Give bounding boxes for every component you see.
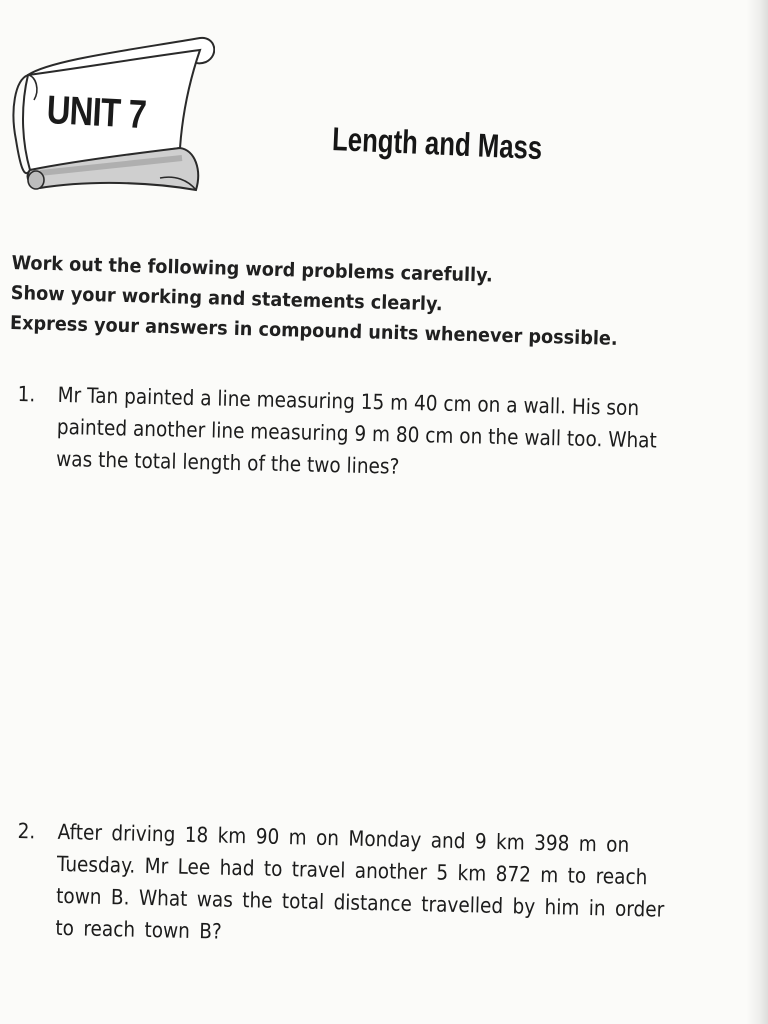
question-line: Mr Tan painted a line measuring 15 m 40 cm on a wall. His son bbox=[57, 382, 640, 421]
question-text bbox=[55, 816, 665, 957]
instruction-line: Work out the following word problems carefully. bbox=[11, 251, 494, 287]
instruction-line: Express your answers in compound units whenever possible. bbox=[9, 311, 618, 350]
question-number: 2. bbox=[17, 818, 36, 844]
question-line: After driving 18 km 90 m on Monday and 9 km 398 m on bbox=[57, 819, 630, 857]
unit-scroll-banner bbox=[10, 30, 215, 205]
question-line: to reach town B? bbox=[55, 915, 223, 944]
unit-label: UNIT 7 bbox=[45, 88, 147, 138]
instruction-line: Show your working and statements clearly. bbox=[10, 281, 443, 316]
question-line: town B. What was the total distance travelled by him in order bbox=[55, 883, 665, 922]
question-number: 1. bbox=[17, 381, 36, 407]
instructions-block bbox=[10, 248, 652, 355]
page-edge-shadow bbox=[746, 0, 768, 1024]
question-text bbox=[55, 379, 658, 488]
question-line: Tuesday. Mr Lee had to travel another 5 km 872 m to reach bbox=[56, 851, 648, 890]
question-line: was the total length of the two lines? bbox=[55, 446, 400, 479]
question-line: painted another line measuring 9 m 80 cm on the wall too. What bbox=[56, 414, 658, 453]
question-1 bbox=[17, 378, 718, 479]
page-title: Length and Mass bbox=[331, 120, 544, 167]
question-2 bbox=[17, 815, 718, 944]
